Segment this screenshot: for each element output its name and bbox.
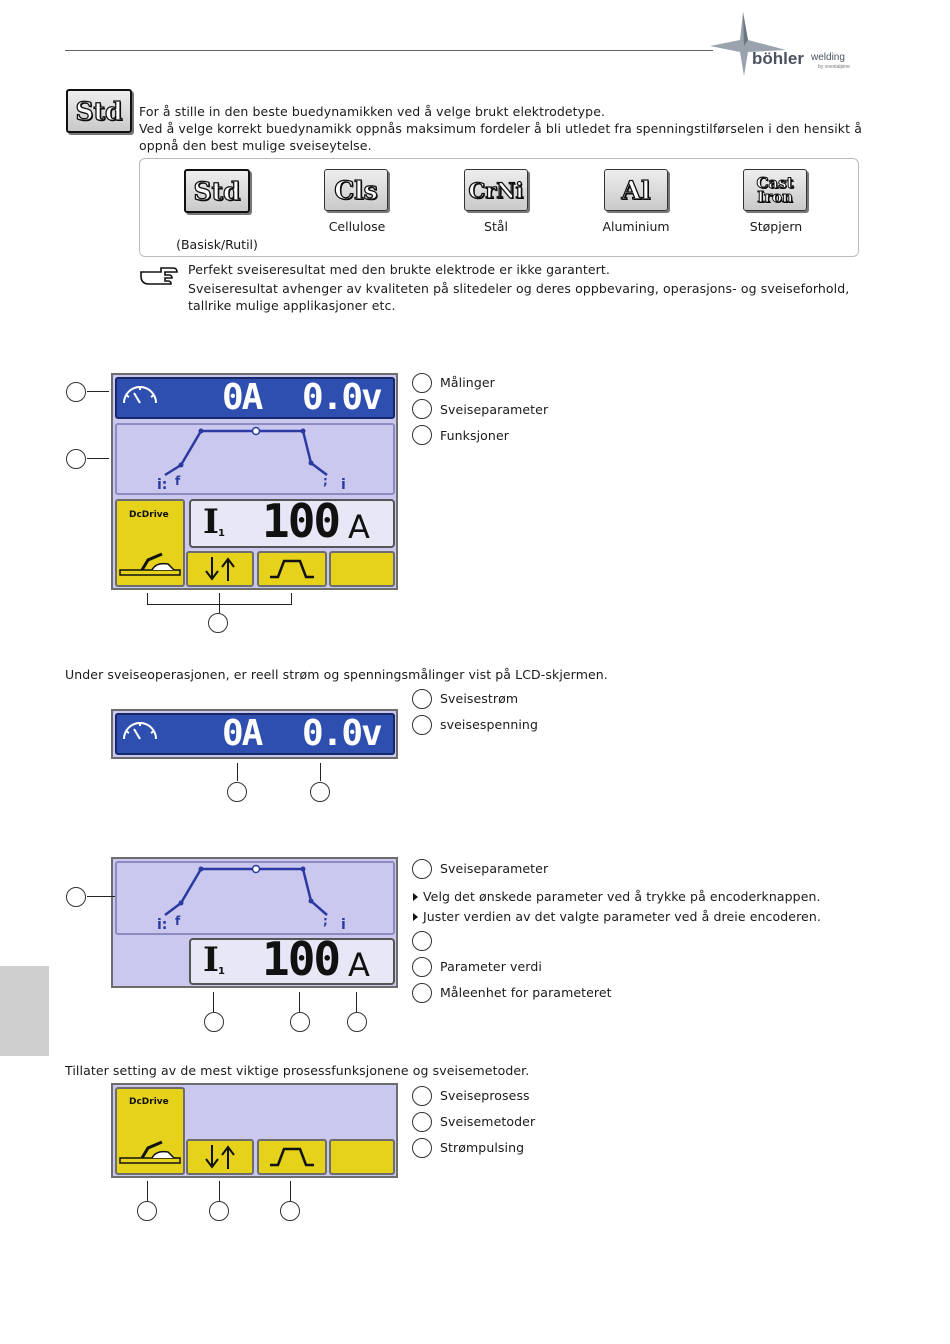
electrode-castiron-button[interactable] xyxy=(743,169,807,211)
electrode-crni-button[interactable]: CrNi xyxy=(464,169,528,211)
section3-bullet-1: Velg det ønskede parameter ved å trykke på encoderknappen. xyxy=(423,889,821,904)
current-display-2: 0A xyxy=(222,713,262,754)
empty-function-button-2[interactable] xyxy=(329,1139,395,1175)
intro-line-3: oppnå den best mulige sveiseytelse. xyxy=(139,138,372,153)
svg-text:i: i xyxy=(341,917,346,933)
param-symbol: I xyxy=(203,502,219,542)
legend-param-value: Parameter verdi xyxy=(440,959,542,974)
callout-circle xyxy=(280,1201,300,1221)
electrode-process-icon xyxy=(118,1138,182,1170)
castiron-line-1: Cast xyxy=(756,174,794,192)
callout-arrow xyxy=(320,763,321,781)
callout-bracket xyxy=(219,593,220,613)
bohler-logo xyxy=(708,10,868,78)
electrode-cls-button[interactable]: Cls xyxy=(324,169,388,211)
legend-circle xyxy=(412,983,432,1003)
callout-circle xyxy=(66,449,86,469)
legend-circle xyxy=(412,1086,432,1106)
legend-circle xyxy=(412,425,432,445)
legend-param-unit: Måleenhet for parameteret xyxy=(440,985,612,1000)
callout-arrow xyxy=(290,1181,291,1201)
callout-arrow xyxy=(219,1181,220,1201)
legend-measurements: Målinger xyxy=(440,375,495,390)
dcdrive-label-2: DcDrive xyxy=(129,1097,169,1107)
param-unit-display: A xyxy=(348,508,370,546)
param-sub: 1 xyxy=(218,528,225,539)
callout-circle xyxy=(227,782,247,802)
callout-circle xyxy=(137,1201,157,1221)
logo-brand: böhler xyxy=(752,49,804,68)
callout-arrow xyxy=(299,992,300,1012)
legend-circle xyxy=(412,859,432,879)
pulse-icon xyxy=(268,557,316,581)
callout-arrow xyxy=(213,992,214,1012)
callout-circle xyxy=(204,1012,224,1032)
callout-circle xyxy=(66,887,86,907)
legend-circle xyxy=(412,1112,432,1132)
current-display: 0A xyxy=(222,377,262,418)
logo-sub: welding xyxy=(811,52,845,63)
svg-text:i: i xyxy=(341,477,346,493)
electrode-al-label: Aluminium xyxy=(602,219,670,234)
legend-current-pulsing: Strømpulsing xyxy=(440,1140,525,1155)
electrode-castiron-label: Støpjern xyxy=(749,219,803,234)
callout-circle xyxy=(209,1201,229,1221)
callout-circle xyxy=(66,382,86,402)
std-electrode-icon: Std xyxy=(66,89,132,133)
legend-weld-params: Sveiseparameter xyxy=(440,402,549,417)
intro-line-1: For å stille in den beste buedynamikken ved å velge brukt elektrodetype. xyxy=(139,104,606,119)
legend-circle xyxy=(412,931,432,951)
note-line-1: Perfekt sveiseresultat med den brukte elektrode er ikke garantert. xyxy=(188,262,610,277)
callout-circle xyxy=(290,1012,310,1032)
pointing-hand-icon xyxy=(139,264,179,288)
note-line-2: Sveiseresultat avhenger av kvaliteten på slitedeler og deres oppbevaring, operasjons- og sveiseforhold, xyxy=(188,281,850,296)
callout-circle xyxy=(208,613,228,633)
dcdrive-label: DcDrive xyxy=(129,510,169,520)
legend-weld-process: Sveiseprosess xyxy=(440,1088,530,1103)
gauge-icon xyxy=(120,381,160,413)
up-down-arrows-icon xyxy=(204,1143,238,1171)
param-symbol-2: I xyxy=(203,940,219,980)
legend-circle xyxy=(412,957,432,977)
electrode-crni-label: Stål xyxy=(484,219,508,234)
electrode-std-label: (Basisk/Rutil) xyxy=(176,237,258,252)
castiron-line-2: Iron xyxy=(757,188,793,206)
section4-intro: Tillater setting av de mest viktige prosessfunksjonene og sveisemetoder. xyxy=(65,1063,530,1078)
svg-text:i:: i: xyxy=(157,477,168,493)
intro-line-2: Ved å velge korrekt buedynamikk oppnås maksimum fordeler å bli utledet fra spenningstilførselen i den hensikt å xyxy=(139,121,862,136)
header-rule xyxy=(65,50,713,51)
bullet-icon xyxy=(413,913,418,921)
param-value-display: 100 xyxy=(262,494,340,548)
svg-text:f: f xyxy=(175,914,181,928)
legend-circle xyxy=(412,715,432,735)
electrode-cls-label: Cellulose xyxy=(328,219,386,234)
voltage-display-2: 0.0v xyxy=(302,713,381,754)
callout-arrow xyxy=(87,458,109,459)
callout-circle xyxy=(310,782,330,802)
legend-circle xyxy=(412,399,432,419)
legend-functions: Funksjoner xyxy=(440,428,509,443)
welding-curve-graph xyxy=(115,861,395,935)
callout-arrow xyxy=(87,391,109,392)
legend-weld-current: Sveisestrøm xyxy=(440,691,519,706)
section2-intro: Under sveiseoperasjonen, er reell strøm og spenningsmålinger vist på LCD-skjermen. xyxy=(65,667,608,682)
svg-text:;: ; xyxy=(323,474,328,488)
up-down-arrows-icon xyxy=(204,555,238,583)
svg-text:;: ; xyxy=(323,914,328,928)
side-tab xyxy=(0,966,49,1056)
welding-curve-graph xyxy=(115,423,395,495)
callout-bracket xyxy=(147,593,148,604)
note-line-3: tallrike mulige applikasjoner etc. xyxy=(188,298,396,313)
section3-bullet-2: Juster verdien av det valgte parameter ved å dreie encoderen. xyxy=(423,909,821,924)
legend-weld-methods: Sveisemetoder xyxy=(440,1114,536,1129)
param-unit-display-2: A xyxy=(348,946,370,984)
svg-text:i:: i: xyxy=(157,917,168,933)
electrode-process-icon xyxy=(118,550,182,582)
legend-circle xyxy=(412,373,432,393)
callout-arrow xyxy=(147,1181,148,1201)
logo-tag: by voestalpine xyxy=(818,64,850,70)
legend-circle xyxy=(412,689,432,709)
electrode-std-button[interactable]: Std xyxy=(184,169,250,213)
voltage-display: 0.0v xyxy=(302,377,381,418)
svg-text:f: f xyxy=(175,474,181,488)
bullet-icon xyxy=(413,893,418,901)
legend-weld-voltage: sveisespenning xyxy=(440,717,538,732)
section3-title: Sveiseparameter xyxy=(440,861,549,876)
pulse-icon xyxy=(268,1145,316,1169)
legend-circle xyxy=(412,1138,432,1158)
callout-circle xyxy=(347,1012,367,1032)
callout-arrow xyxy=(237,763,238,781)
param-value-display-2: 100 xyxy=(262,932,340,986)
callout-bracket xyxy=(291,593,292,604)
gauge-icon xyxy=(120,717,160,749)
callout-arrow xyxy=(87,896,115,897)
param-sub-2: 1 xyxy=(218,966,225,977)
electrode-al-button[interactable]: Al xyxy=(604,169,668,211)
callout-arrow xyxy=(356,992,357,1012)
empty-function-button[interactable] xyxy=(329,551,395,587)
